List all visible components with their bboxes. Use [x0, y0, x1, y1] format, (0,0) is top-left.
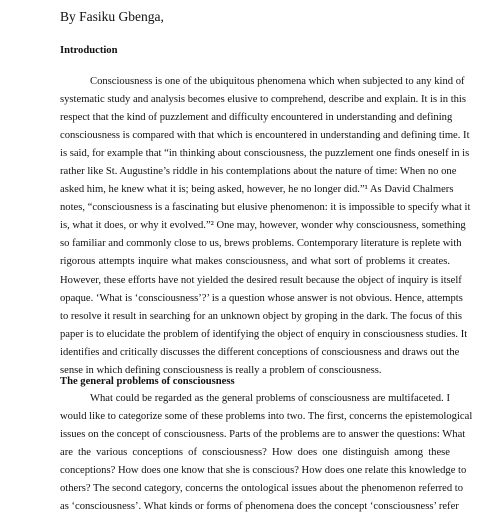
text-line: would like to categorize some of these problems into two. The first, concerns the epistemological: [60, 411, 473, 423]
text-line: issues on the concept of consciousness. Parts of the problems are to answer the questions: What: [60, 429, 466, 441]
text-line: identifies and critically discusses the different conceptions of consciousness and draws out the: [60, 346, 460, 358]
text-line: asked him, he knew what it is; being asked, however, he no longer did.”¹ As David Chalmers: [60, 184, 454, 196]
section-heading-introduction: Introduction: [60, 45, 118, 56]
introduction-paragraph: [60, 73, 471, 380]
text-line: to resolve it result in searching for an unknown object by groping in the dark. The focus of this: [60, 310, 462, 322]
text-line: notes, “consciousness is a fascinating but elusive phenomenon: it is impossible to specify what it: [60, 202, 471, 214]
text-line: so familiar and commonly close to us, brews problems. Contemporary literature is replete with: [60, 238, 462, 250]
text-line: as ‘consciousness’. What kinds or forms of phenomena does the concept ‘consciousness’ refer: [60, 501, 459, 513]
text-line: respect that the kind of puzzlement and difficulty encountered in understanding and defining: [60, 112, 453, 124]
text-line: sense in which defining consciousness is really a problem of consciousness.: [60, 364, 382, 376]
text-line: is, what it does, or why it evolved.”² One may, however, wonder why consciousness, something: [60, 220, 466, 232]
text-line: rather like St. Augustine’s riddle in his contemplations about the nature of time: When no one: [60, 166, 457, 178]
section-heading-general-problems: The general problems of consciousness: [60, 376, 235, 387]
text-line: systematic study and analysis becomes elusive to comprehend, describe and explain. It is in this: [60, 94, 466, 106]
text-line: What could be regarded as the general problems of consciousness are multifaceted. I: [90, 393, 450, 404]
text-line: is said, for example that “in thinking about consciousness, the puzzlement one finds oneself in is: [60, 148, 470, 160]
author-line: By Fasiku Gbenga,: [60, 9, 164, 24]
text-line: However, these efforts have not yielded the desired result because the object of inquiry is itself: [60, 274, 462, 286]
text-line: others? The second category, concerns the ontological issues about the phenomenon referred to: [60, 483, 464, 495]
text-line: paper is to elucidate the problem of identifying the object of enquiry in consciousness studies. It: [60, 328, 468, 340]
general-problems-paragraph: [60, 390, 473, 516]
text-line: consciousness is compared with that which is encountered in understanding and defining time. It: [60, 130, 470, 142]
text-line: rigorous attempts inquire what makes consciousness, and what sort of problems it creates.: [60, 256, 450, 268]
text-line: Consciousness is one of the ubiquitous phenomena which when subjected to any kind of: [90, 76, 465, 87]
text-line: conceptions? How does one know that she is conscious? How does one relate this knowledge to: [60, 465, 467, 477]
text-line: are the various conceptions of consciousness? How does one distinguish among these: [60, 447, 450, 459]
text-line: opaque. ‘What is ‘consciousness’?’ is a question whose answer is not obvious. Hence, attempts: [60, 292, 463, 304]
